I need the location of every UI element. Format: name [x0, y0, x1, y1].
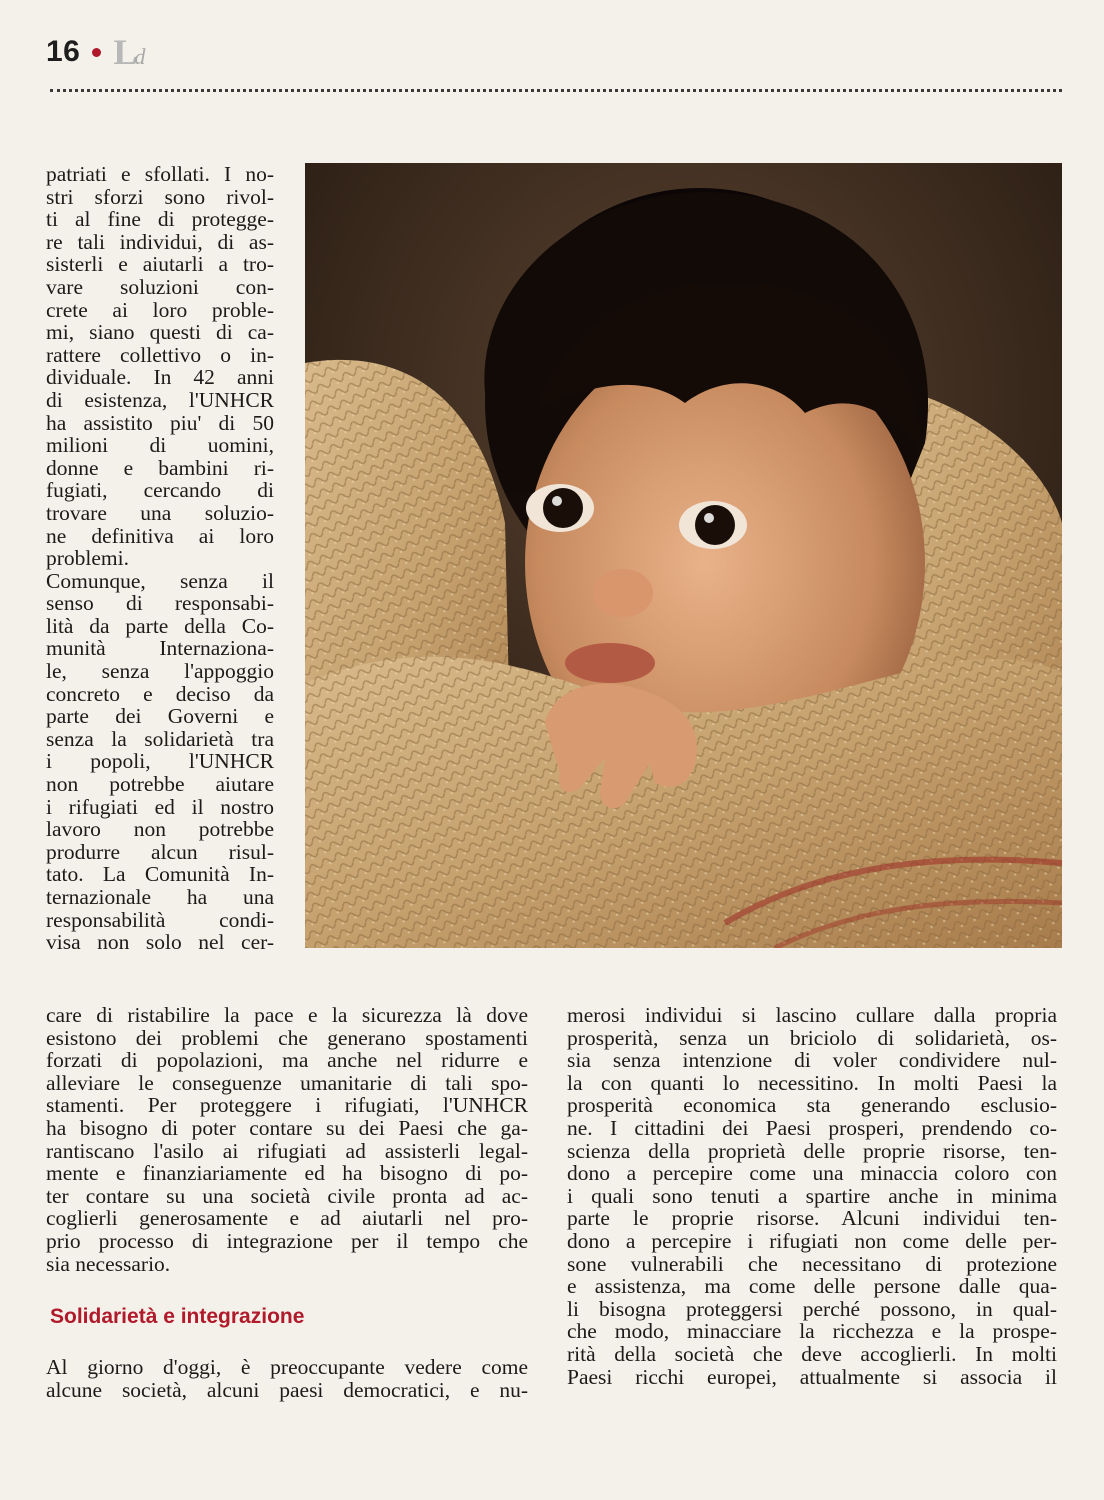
- column-left-final: [46, 1356, 528, 1401]
- text-line: tato. La Comunità In-: [46, 862, 274, 887]
- text-line: ternazionale ha una: [46, 885, 274, 909]
- text-line: donne e bambini ri-: [46, 455, 274, 480]
- text-line: che modo, minacciare la ricchezza e la prospe-: [567, 1319, 1057, 1344]
- text-line: coglierli generosamente e ad aiutarli nel pro-: [46, 1206, 528, 1231]
- text-line: le, senza l'appoggio: [46, 659, 274, 684]
- text-line: forzati di popolazioni, ma anche nel ridurre e: [46, 1048, 528, 1073]
- text-line: sia senza intenzione di voler condividere nul-: [567, 1048, 1057, 1073]
- text-line: dividuale. In 42 anni: [46, 365, 274, 390]
- text-line: lità da parte della Co-: [46, 613, 274, 638]
- photo-child-in-blanket: [305, 163, 1062, 948]
- text-line: ter contare su una società civile pronta ad ac-: [46, 1183, 528, 1208]
- text-line: non potrebbe aiutare: [46, 772, 274, 797]
- text-line: concreto e deciso da: [46, 681, 274, 706]
- page-number: 16: [46, 35, 81, 68]
- text-line: dono a percepire come una minaccia coloro con: [567, 1161, 1057, 1186]
- text-line: stamenti. Per proteggere i rifugiati, l'UNHCR: [46, 1093, 528, 1118]
- text-line: Comunque, senza il: [46, 568, 274, 593]
- text-line: trovare una soluzio-: [46, 500, 274, 525]
- text-line: mi, siano questi di ca-: [46, 320, 274, 345]
- text-line: i rifugiati ed il nostro: [46, 794, 274, 819]
- text-line: sisterli e aiutarli a tro-: [46, 252, 274, 277]
- text-line: prosperità economica sta generando esclusio-: [567, 1093, 1057, 1118]
- text-line: care di ristabilire la pace e la sicurezza là dove: [46, 1003, 528, 1027]
- text-line: di esistenza, l'UNHCR: [46, 387, 274, 412]
- text-line: senso di responsabi-: [46, 591, 274, 616]
- magazine-logo: [113, 34, 145, 70]
- text-line: milioni di uomini,: [46, 433, 274, 458]
- text-line: i quali sono tenuti a spartire anche in minima: [567, 1183, 1057, 1208]
- text-line: sia necessario.: [46, 1251, 171, 1276]
- text-line: produrre alcun risul-: [46, 839, 274, 864]
- text-line: parte le proprie risorse. Alcuni individui ten-: [567, 1206, 1057, 1231]
- text-line: scienza della proprietà delle proprie risorse, ten-: [567, 1138, 1057, 1163]
- text-line: i popoli, l'UNHCR: [46, 749, 274, 774]
- text-line: ha assistito piu' di 50: [46, 410, 274, 435]
- text-line: alleviare le conseguenze umanitarie di tali spo-: [46, 1070, 528, 1095]
- text-line: li bisogna proteggersi perché possono, in qual-: [567, 1296, 1057, 1321]
- logo-letter-small: d: [134, 44, 146, 69]
- text-line: Al giorno d'oggi, è preoccupante vedere come: [46, 1355, 528, 1379]
- text-line: rattere collettivo o in-: [46, 342, 274, 367]
- header-divider: [50, 89, 1062, 92]
- text-line: mente e finanziariamente ed ha bisogno di po-: [46, 1161, 528, 1186]
- text-line: parte dei Governi e: [46, 704, 274, 729]
- bullet-dot: [92, 48, 101, 57]
- text-line: re tali individui, di as-: [46, 229, 274, 254]
- column-left-top: [46, 163, 274, 954]
- text-line: lavoro non potrebbe: [46, 817, 274, 842]
- text-line: alcune società, alcuni paesi democratici, e nu-: [46, 1377, 528, 1402]
- text-line: Paesi ricchi europei, attualmente si associa il: [567, 1364, 1057, 1389]
- text-line: dono a percepire i rifugiati non come delle per-: [567, 1228, 1057, 1253]
- text-line: sone vulnerabili che necessitano di protezione: [567, 1251, 1057, 1276]
- text-line: ti al fine di protegge-: [46, 207, 274, 232]
- text-line: esistono dei problemi che generano spostamenti: [46, 1025, 528, 1050]
- text-line: prio processo di integrazione per il tempo che: [46, 1228, 528, 1253]
- column-left-bottom: [46, 1004, 528, 1275]
- column-right: [567, 1004, 1057, 1388]
- text-line: senza la solidarietà tra: [46, 726, 274, 751]
- text-line: crete ai loro proble-: [46, 297, 274, 322]
- text-line: ne definitiva ai loro: [46, 523, 274, 548]
- text-line: ne. I cittadini dei Paesi prosperi, prendendo co-: [567, 1115, 1057, 1140]
- text-line: rantiscano l'asilo ai rifugiati ad assisterli legal-: [46, 1138, 528, 1163]
- text-line: prosperità, senza un briciolo di solidarietà, os-: [567, 1025, 1057, 1050]
- text-line: fugiati, cercando di: [46, 478, 274, 503]
- text-line: responsabilità condi-: [46, 907, 274, 932]
- text-line: munità Internaziona-: [46, 636, 274, 661]
- logo-letter: L: [113, 32, 138, 72]
- text-line: merosi individui si lascino cullare dalla propria: [567, 1003, 1057, 1027]
- text-line: visa non solo nel cer-: [46, 930, 274, 955]
- text-line: patriati e sfollati. I no-: [46, 162, 274, 186]
- page-header: [46, 30, 145, 74]
- text-line: stri sforzi sono rivol-: [46, 184, 274, 209]
- text-line: la con quanti lo necessitino. In molti Paesi la: [567, 1070, 1057, 1095]
- section-heading: Solidarietà e integrazione: [50, 1305, 305, 1328]
- text-line: vare soluzioni con-: [46, 274, 274, 299]
- text-line: problemi.: [46, 546, 129, 571]
- text-line: e assistenza, ma come delle persone dalle qua-: [567, 1274, 1057, 1299]
- text-line: ha bisogno di poter contare su dei Paesi che ga-: [46, 1115, 528, 1140]
- text-line: rità della società che deve accoglierli. In molti: [567, 1341, 1057, 1366]
